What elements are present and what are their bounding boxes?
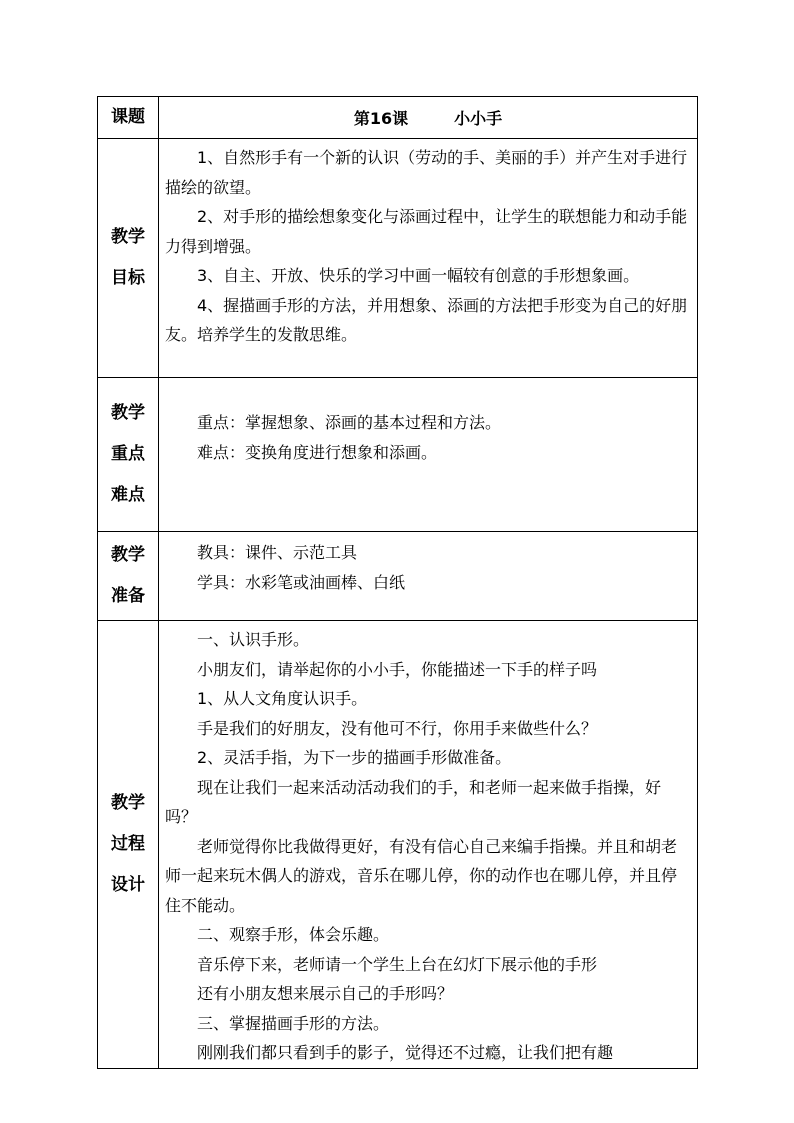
label-topic: 课题 — [98, 97, 159, 139]
label-line: 教学 — [111, 545, 145, 565]
preparation-paragraph: 教具：课件、示范工具 — [197, 543, 358, 562]
preparation-content — [159, 532, 698, 621]
label-line: 设计 — [111, 874, 145, 895]
process-paragraph: 三、掌握描画手形的方法。 — [197, 1013, 390, 1033]
label-line: 教学 — [111, 403, 145, 423]
process-paragraph: 一、认识手形。 — [197, 630, 310, 649]
lesson-title-cell — [159, 97, 698, 139]
process-paragraph: 1、从人文角度认识手。 — [197, 689, 368, 708]
label-preparation — [98, 532, 159, 621]
process-paragraph: 老师觉得你比我做得更好，有没有信心自己来编手指操。并且和胡老师一起来玩木偶人的游戏，音乐在哪儿停，你的动作也在哪儿停，并且停住不能动。 — [165, 836, 678, 915]
key-points-content — [159, 378, 698, 532]
process-paragraph: 刚刚我们都只看到手的影子，觉得还不过瘾，让我们把有趣 — [197, 1043, 614, 1062]
goal-paragraph: 2、对手形的描绘想象变化与添画过程中，让学生的联想能力和动手能力得到增强。 — [165, 207, 688, 256]
goal-paragraph: 3、自主、开放、快乐的学习中画一幅较有创意的手形想象画。 — [197, 266, 640, 285]
process-paragraph: 手是我们的好朋友，没有他可不行，你用手来做些什么？ — [197, 718, 598, 738]
label-line: 教学 — [111, 792, 145, 813]
lesson-name: 小小手 — [454, 109, 503, 128]
teaching-goals-content — [159, 139, 698, 378]
row-lesson-title — [98, 97, 698, 139]
preparation-paragraph: 学具：水彩笔或油画棒、白纸 — [197, 572, 406, 592]
label-line: 目标 — [111, 268, 145, 288]
process-paragraph: 二、观察手形，体会乐趣。 — [197, 925, 390, 944]
goal-paragraph: 4、握描画手形的方法，并用想象、添画的方法把手形变为自己的好朋友。培养学生的发散思维。 — [165, 295, 688, 344]
label-line: 过程 — [111, 833, 145, 854]
label-line: 准备 — [111, 586, 145, 606]
lesson-plan-page — [97, 96, 698, 1069]
label-process-design — [98, 621, 159, 1069]
label-line: 难点 — [111, 485, 145, 505]
key-point-paragraph: 难点：变换角度进行想象和添画。 — [197, 442, 438, 462]
lesson-plan-table — [97, 96, 698, 1069]
process-design-content — [159, 621, 698, 1069]
row-process-design — [98, 621, 698, 1069]
lesson-number: 第16课 — [353, 109, 409, 128]
row-teaching-goals — [98, 139, 698, 378]
row-preparation — [98, 532, 698, 621]
goal-paragraph: 1、自然形手有一个新的认识（劳动的手、美丽的手）并产生对手进行描绘的欲望。 — [165, 148, 688, 197]
process-paragraph: 小朋友们，请举起你的小小手，你能描述一下手的样子吗 — [197, 659, 598, 679]
process-paragraph: 2、灵活手指，为下一步的描画手形做准备。 — [197, 748, 512, 767]
label-teaching-goals — [98, 139, 159, 378]
process-paragraph: 还有小朋友想来展示自己的手形吗？ — [197, 984, 454, 1003]
process-paragraph: 现在让我们一起来活动活动我们的手，和老师一起来做手指操，好吗？ — [165, 777, 662, 826]
label-line: 教学 — [111, 227, 145, 247]
process-paragraph: 音乐停下来，老师请一个学生上台在幻灯下展示他的手形 — [197, 954, 598, 974]
key-point-paragraph: 重点：掌握想象、添画的基本过程和方法。 — [197, 413, 502, 432]
label-key-points — [98, 378, 159, 532]
label-line: 重点 — [111, 444, 145, 464]
row-key-points — [98, 378, 698, 532]
